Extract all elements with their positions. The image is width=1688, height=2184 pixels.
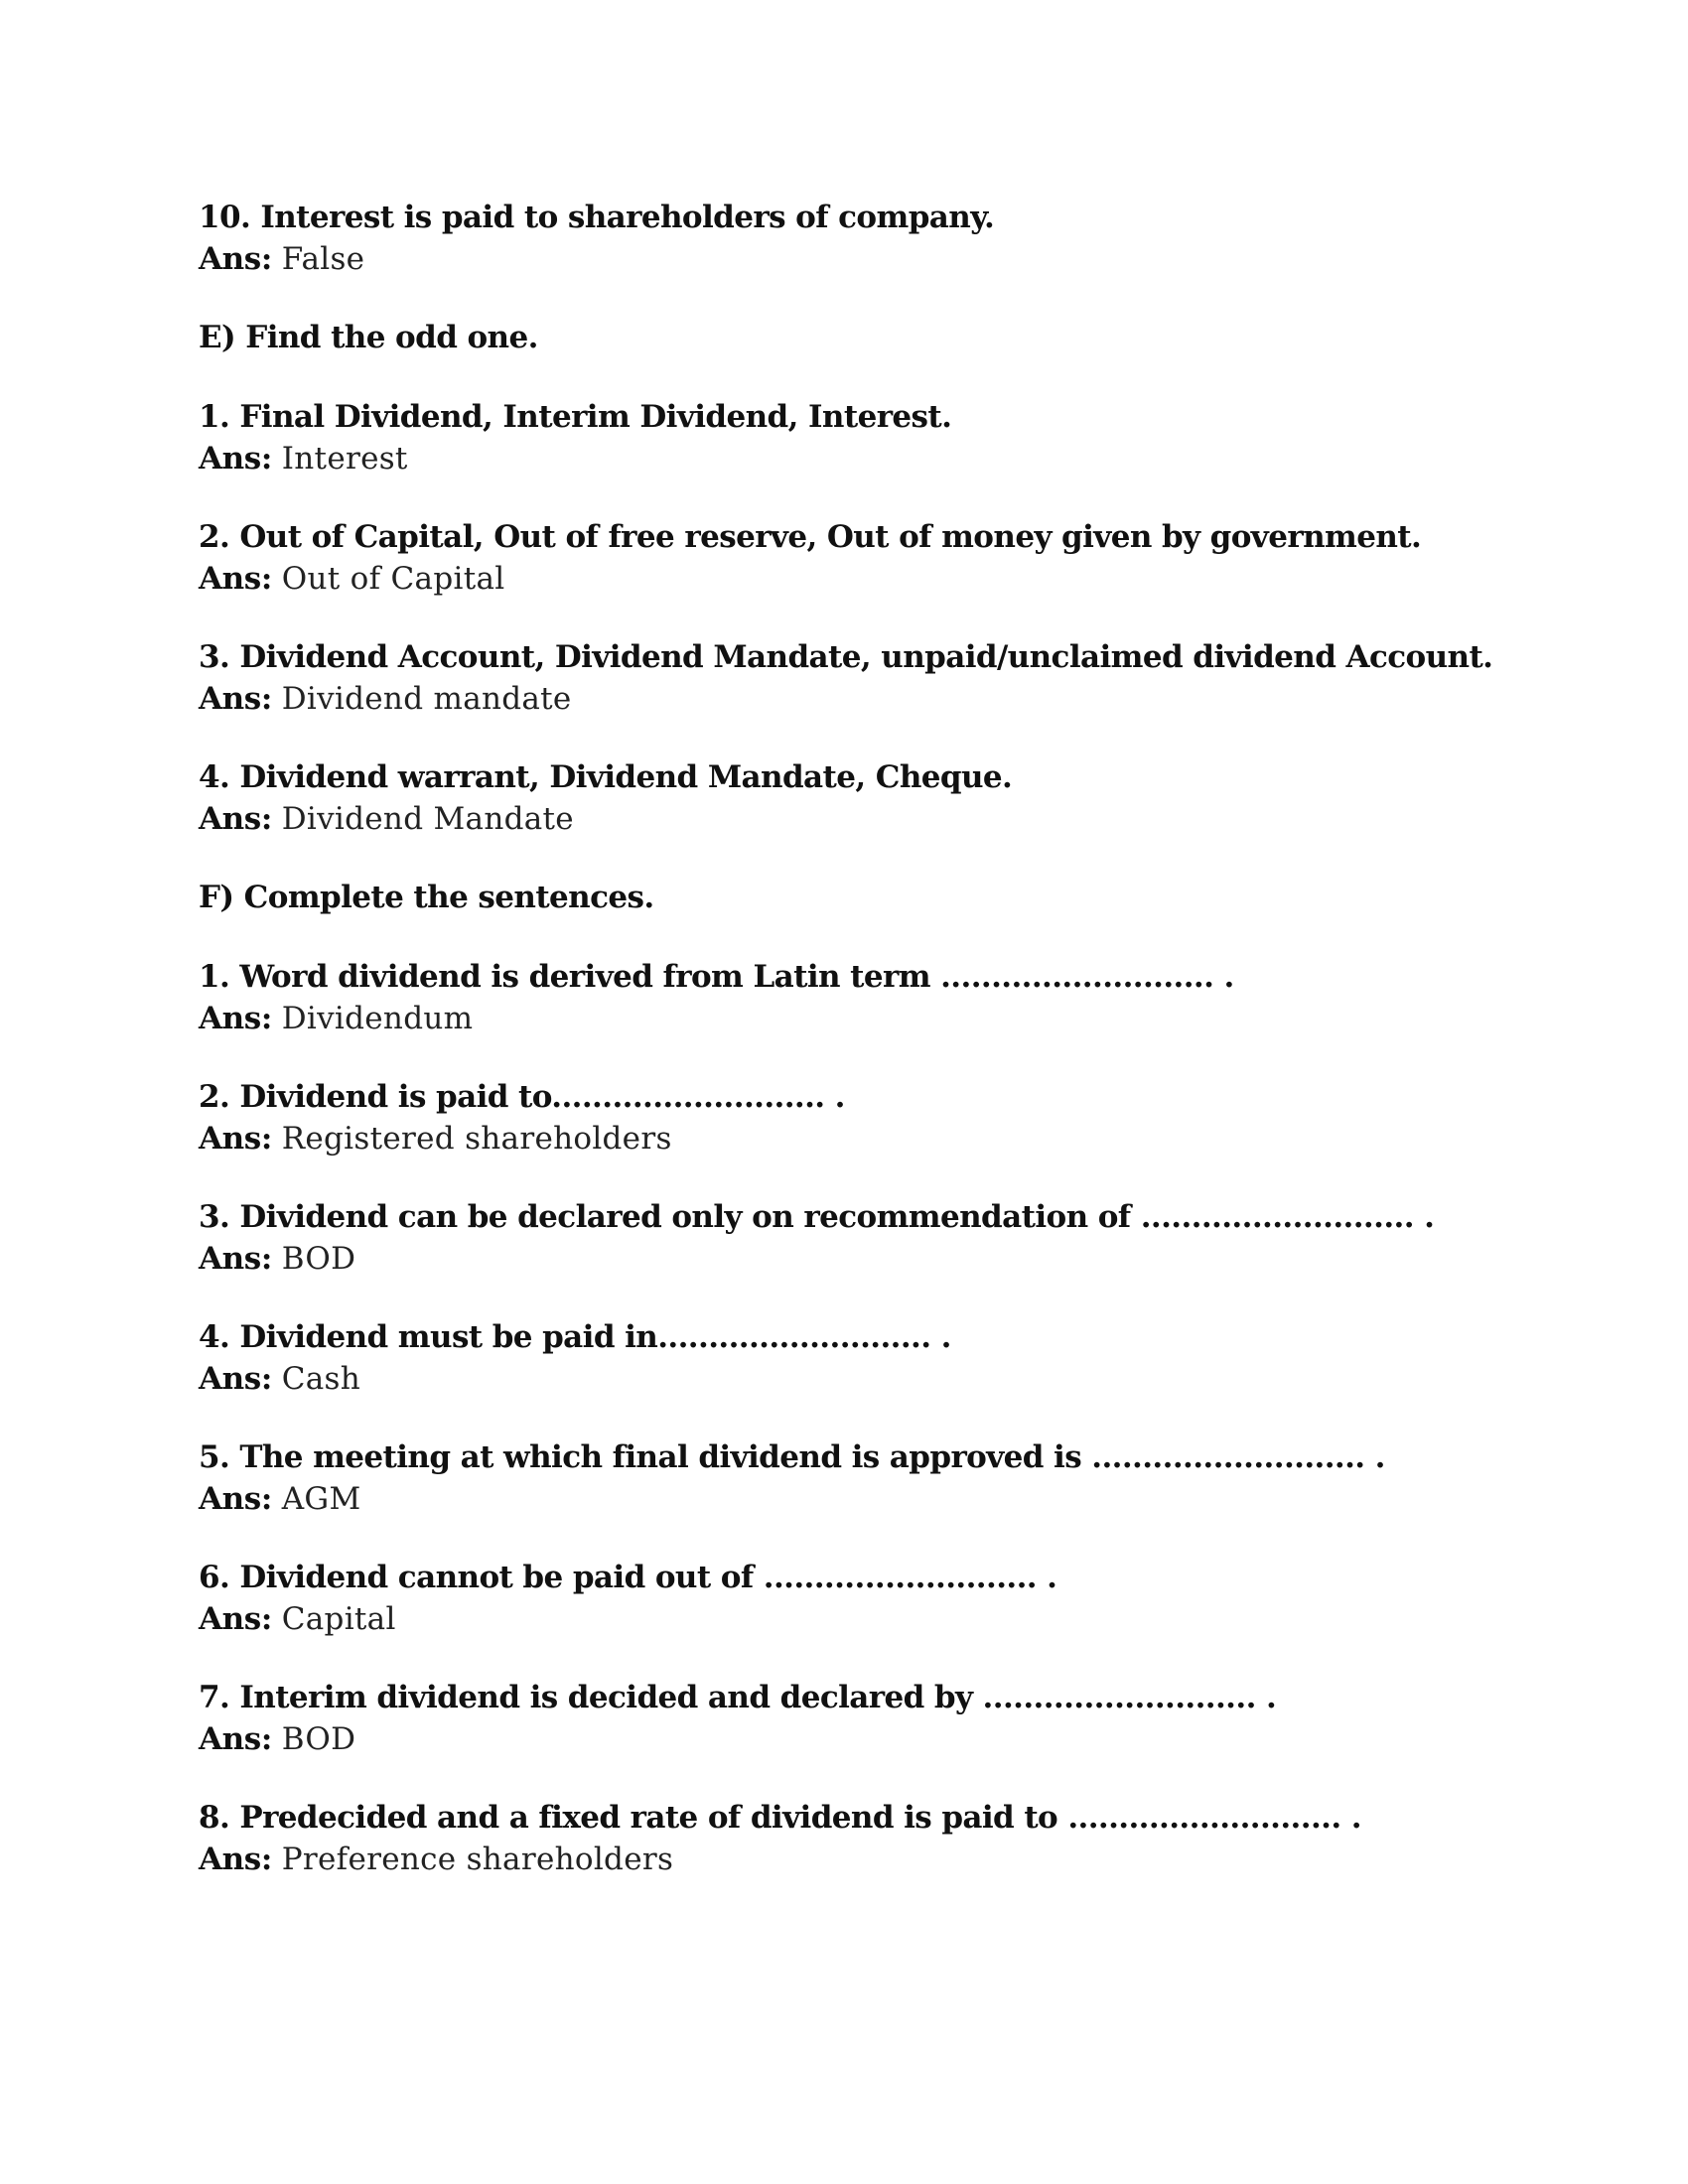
question-text: 2. Out of Capital, Out of free reserve, Out of money given by government. (199, 519, 1422, 555)
answer-line (199, 1358, 1489, 1400)
question-text: 2. Dividend is paid to........................... . (199, 1079, 845, 1115)
question-text: 3. Dividend Account, Dividend Mandate, unpaid/unclaimed dividend Account. (199, 639, 1493, 675)
answer-value: Out of Capital (281, 561, 505, 597)
answer-label: Ans: (199, 1721, 272, 1757)
document-page (199, 197, 1493, 1917)
answer-label: Ans: (199, 1361, 272, 1397)
question-text: 7. Interim dividend is decided and declared by ........................... . (199, 1680, 1277, 1715)
answer-label: Ans: (199, 681, 272, 717)
answer-line (199, 438, 1489, 479)
answer-value: Registered shareholders (281, 1121, 672, 1157)
question-block (199, 1677, 1489, 1760)
answer-line (199, 238, 1489, 280)
question-text: 4. Dividend must be paid in........................... . (199, 1319, 951, 1355)
answer-value: Interest (281, 441, 408, 477)
question-block (199, 1436, 1489, 1520)
answer-label: Ans: (199, 1601, 272, 1637)
answer-line (199, 998, 1489, 1039)
question-text: 1. Final Dividend, Interim Dividend, Interest. (199, 399, 952, 435)
answer-label: Ans: (199, 1842, 272, 1877)
answer-value: False (281, 241, 365, 277)
question-block (199, 636, 1493, 720)
question-text: 10. Interest is paid to shareholders of company. (199, 200, 995, 235)
answer-value: Dividend Mandate (281, 801, 574, 837)
question-block (199, 197, 1489, 280)
answer-value: BOD (281, 1721, 356, 1757)
answer-label: Ans: (199, 801, 272, 837)
answer-line (199, 1598, 1489, 1640)
answer-value: Capital (281, 1601, 396, 1637)
answer-label: Ans: (199, 1121, 272, 1157)
question-text: 1. Word dividend is derived from Latin term ........................... . (199, 959, 1234, 995)
answer-value: Cash (281, 1361, 361, 1397)
answer-line (199, 798, 1489, 840)
section-heading-f: F) Complete the sentences. (199, 880, 654, 915)
answer-line (199, 1478, 1489, 1520)
answer-line (199, 1839, 1489, 1880)
answer-line (199, 1238, 1489, 1280)
answer-value: AGM (281, 1481, 361, 1517)
answer-label: Ans: (199, 1481, 272, 1517)
question-block (199, 956, 1489, 1039)
question-block (199, 756, 1489, 840)
question-text: 8. Predecided and a fixed rate of dividend is paid to ........................... . (199, 1800, 1361, 1836)
question-block (199, 1076, 1489, 1160)
answer-label: Ans: (199, 241, 272, 277)
question-block (199, 396, 1489, 479)
answer-line (199, 678, 1489, 720)
question-text: 4. Dividend warrant, Dividend Mandate, Cheque. (199, 759, 1013, 795)
answer-label: Ans: (199, 441, 272, 477)
answer-line (199, 1118, 1489, 1160)
question-block (199, 1196, 1489, 1280)
answer-value: Dividendum (281, 1001, 474, 1036)
question-block (199, 1797, 1489, 1880)
answer-label: Ans: (199, 1001, 272, 1036)
answer-value: Preference shareholders (281, 1842, 674, 1877)
answer-line (199, 1718, 1489, 1760)
answer-value: Dividend mandate (281, 681, 572, 717)
question-text: 3. Dividend can be declared only on recommendation of ........................... . (199, 1199, 1435, 1235)
question-block (199, 1316, 1489, 1400)
answer-label: Ans: (199, 561, 272, 597)
question-block (199, 516, 1489, 600)
section-heading-e: E) Find the odd one. (199, 320, 538, 355)
question-block (199, 1557, 1489, 1640)
question-text: 6. Dividend cannot be paid out of ........................... . (199, 1560, 1057, 1595)
answer-label: Ans: (199, 1241, 272, 1277)
answer-line (199, 558, 1489, 600)
answer-value: BOD (281, 1241, 356, 1277)
question-text: 5. The meeting at which final dividend is approved is ........................... . (199, 1439, 1385, 1475)
